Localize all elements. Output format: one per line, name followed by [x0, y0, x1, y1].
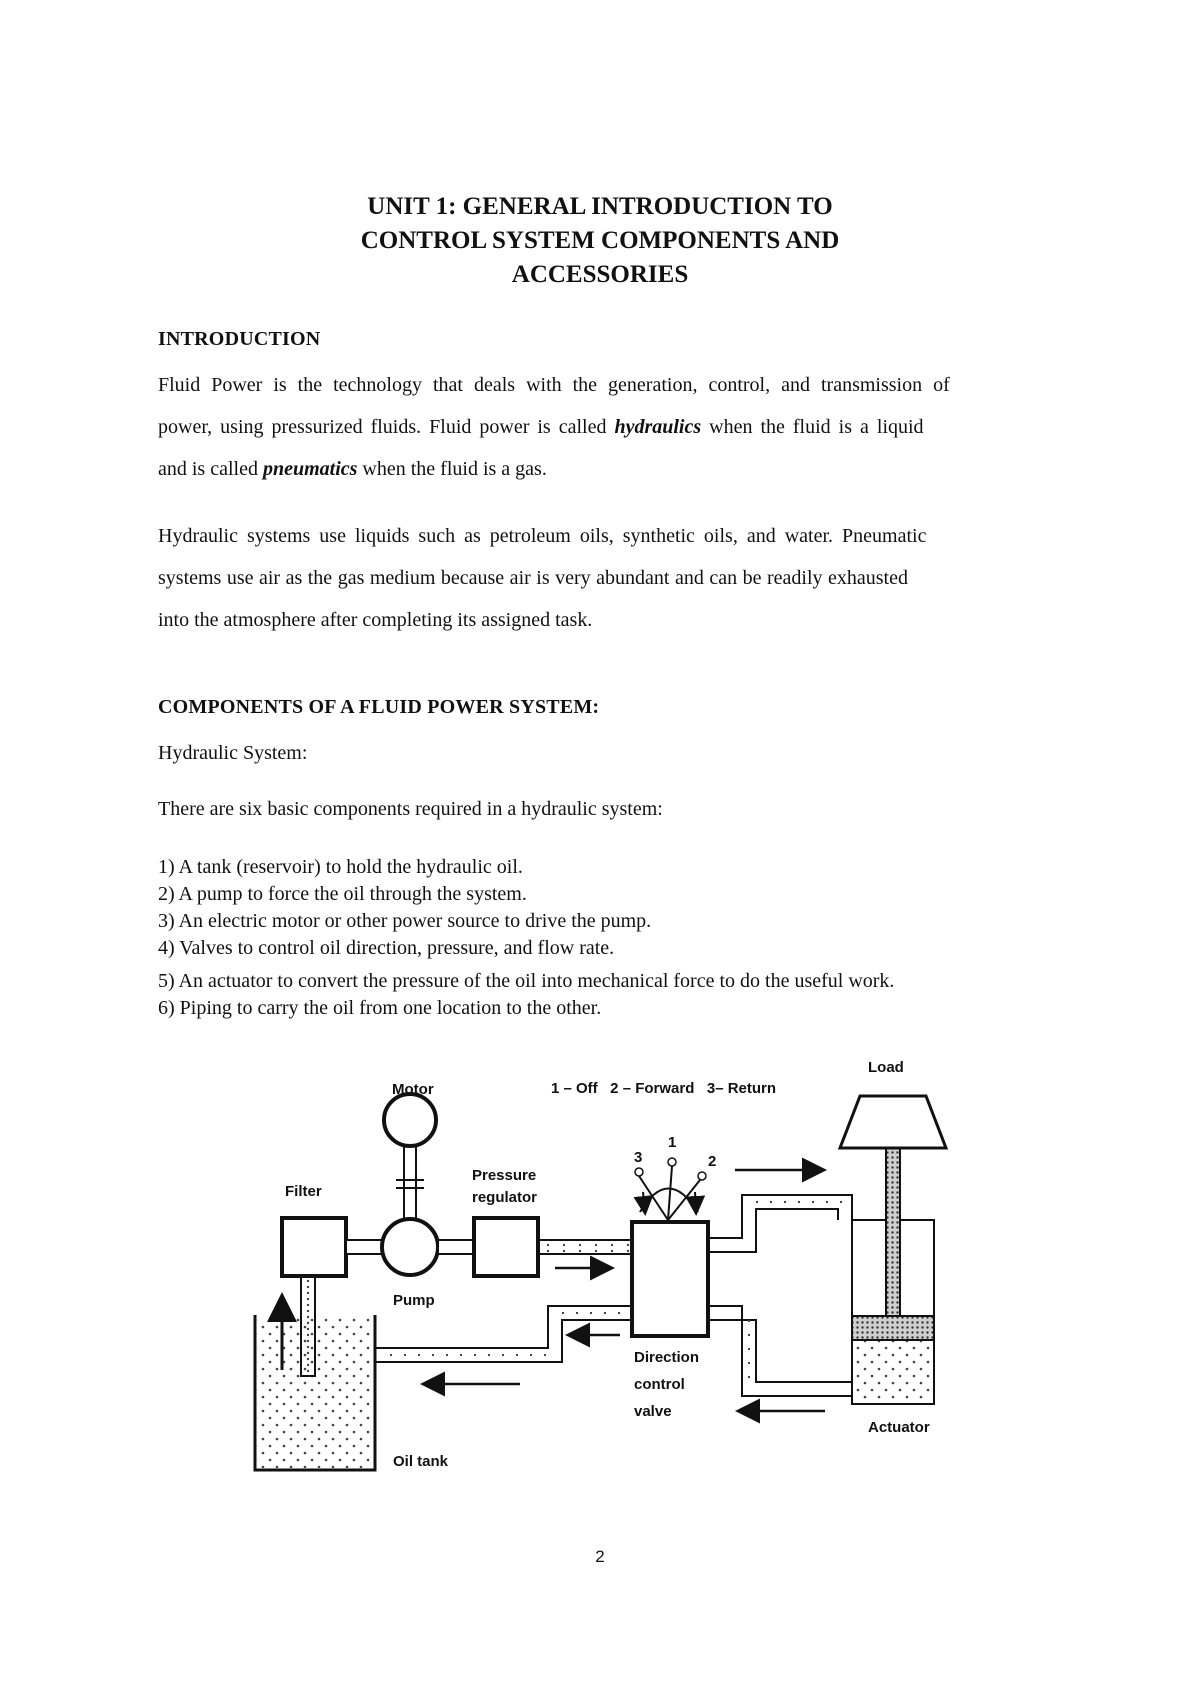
pressure-regulator-label-2: regulator — [472, 1189, 538, 1206]
load-label: Load — [868, 1059, 904, 1076]
components-list — [158, 854, 894, 1022]
text-run: when the fluid is a liquid — [709, 416, 924, 438]
pipe-segment — [438, 1240, 474, 1254]
position-1-label: 1 — [668, 1134, 677, 1151]
text-run: power, using pressurized fluids. Fluid power is called — [158, 416, 607, 438]
direction-control-valve — [632, 1222, 708, 1336]
hydraulic-system-diagram — [0, 1040, 1200, 1500]
position-3-label: 3 — [634, 1149, 643, 1166]
list-item: 6) Piping to carry the oil from one location to the other. — [158, 997, 602, 1019]
pump-circle — [382, 1219, 438, 1275]
introduction-paragraph-1 — [158, 364, 1070, 490]
page-number: 2 — [595, 1547, 605, 1566]
dcv-label-3: valve — [634, 1403, 672, 1420]
actuator-label: Actuator — [868, 1419, 930, 1436]
filter-box — [282, 1218, 346, 1276]
valve-lever — [635, 1158, 706, 1220]
paragraph-line: into the atmosphere after completing its assigned task. — [158, 609, 593, 631]
text-run: Fluid Power is the technology that deals with the generation, control, and transmission of — [158, 374, 950, 396]
actuator-return-pipe — [708, 1306, 852, 1396]
pneumatics-term: pneumatics — [262, 458, 358, 480]
piston-rod — [886, 1148, 900, 1316]
title-line-3: ACCESSORIES — [511, 261, 689, 288]
position-2-label: 2 — [708, 1153, 717, 1170]
list-item: 4) Valves to control oil direction, pressure, and flow rate. — [158, 937, 615, 959]
introduction-paragraph-2 — [158, 515, 1070, 641]
paragraph-line: Hydraulic systems use liquids such as petroleum oils, synthetic oils, and water. Pneumatic — [158, 525, 927, 547]
hydraulics-term: hydraulics — [614, 416, 702, 438]
hydraulic-system-subheading: Hydraulic System: — [158, 742, 308, 764]
dcv-label-1: Direction — [634, 1349, 700, 1366]
pipe-segment — [346, 1240, 382, 1254]
pressure-regulator-label-1: Pressure — [472, 1167, 537, 1184]
title-line-1: UNIT 1: GENERAL INTRODUCTION TO — [367, 193, 833, 220]
suction-pipe — [301, 1276, 315, 1376]
components-intro: There are six basic components required in a hydraulic system: — [158, 798, 663, 820]
page-title — [0, 190, 1200, 292]
introduction-heading: INTRODUCTION — [158, 328, 321, 350]
paragraph-line — [158, 364, 1070, 406]
list-item: 2) A pump to force the oil through the system. — [158, 883, 527, 905]
filter-label: Filter — [285, 1183, 322, 1200]
list-item: 3) An electric motor or other power source to drive the pump. — [158, 910, 652, 932]
title-line-2: CONTROL SYSTEM COMPONENTS AND — [360, 227, 840, 254]
text-run: when the fluid is a gas. — [362, 458, 547, 480]
forward-pipe — [708, 1195, 852, 1252]
text-run: and is called — [158, 458, 258, 480]
paragraph-line — [158, 406, 1070, 448]
pump-label: Pump — [393, 1292, 435, 1309]
pressure-regulator-box — [474, 1218, 538, 1276]
list-item: 1) A tank (reservoir) to hold the hydraulic oil. — [158, 856, 523, 878]
components-heading: COMPONENTS OF A FLUID POWER SYSTEM: — [158, 696, 600, 718]
oil-tank-label: Oil tank — [393, 1453, 449, 1470]
supply-pipe — [538, 1240, 632, 1254]
valve-positions-legend: 1 – Off 2 – Forward 3– Return — [551, 1080, 777, 1097]
list-item: 5) An actuator to convert the pressure of the oil into mechanical force to do the useful work. — [158, 970, 895, 992]
motor-circle — [384, 1094, 436, 1146]
load-shape — [840, 1096, 946, 1148]
dcv-label-2: control — [634, 1376, 685, 1393]
motor-label: Motor — [392, 1081, 434, 1098]
paragraph-line: systems use air as the gas medium because air is very abundant and can be readily exhausted — [158, 567, 908, 589]
paragraph-line — [158, 448, 1070, 490]
